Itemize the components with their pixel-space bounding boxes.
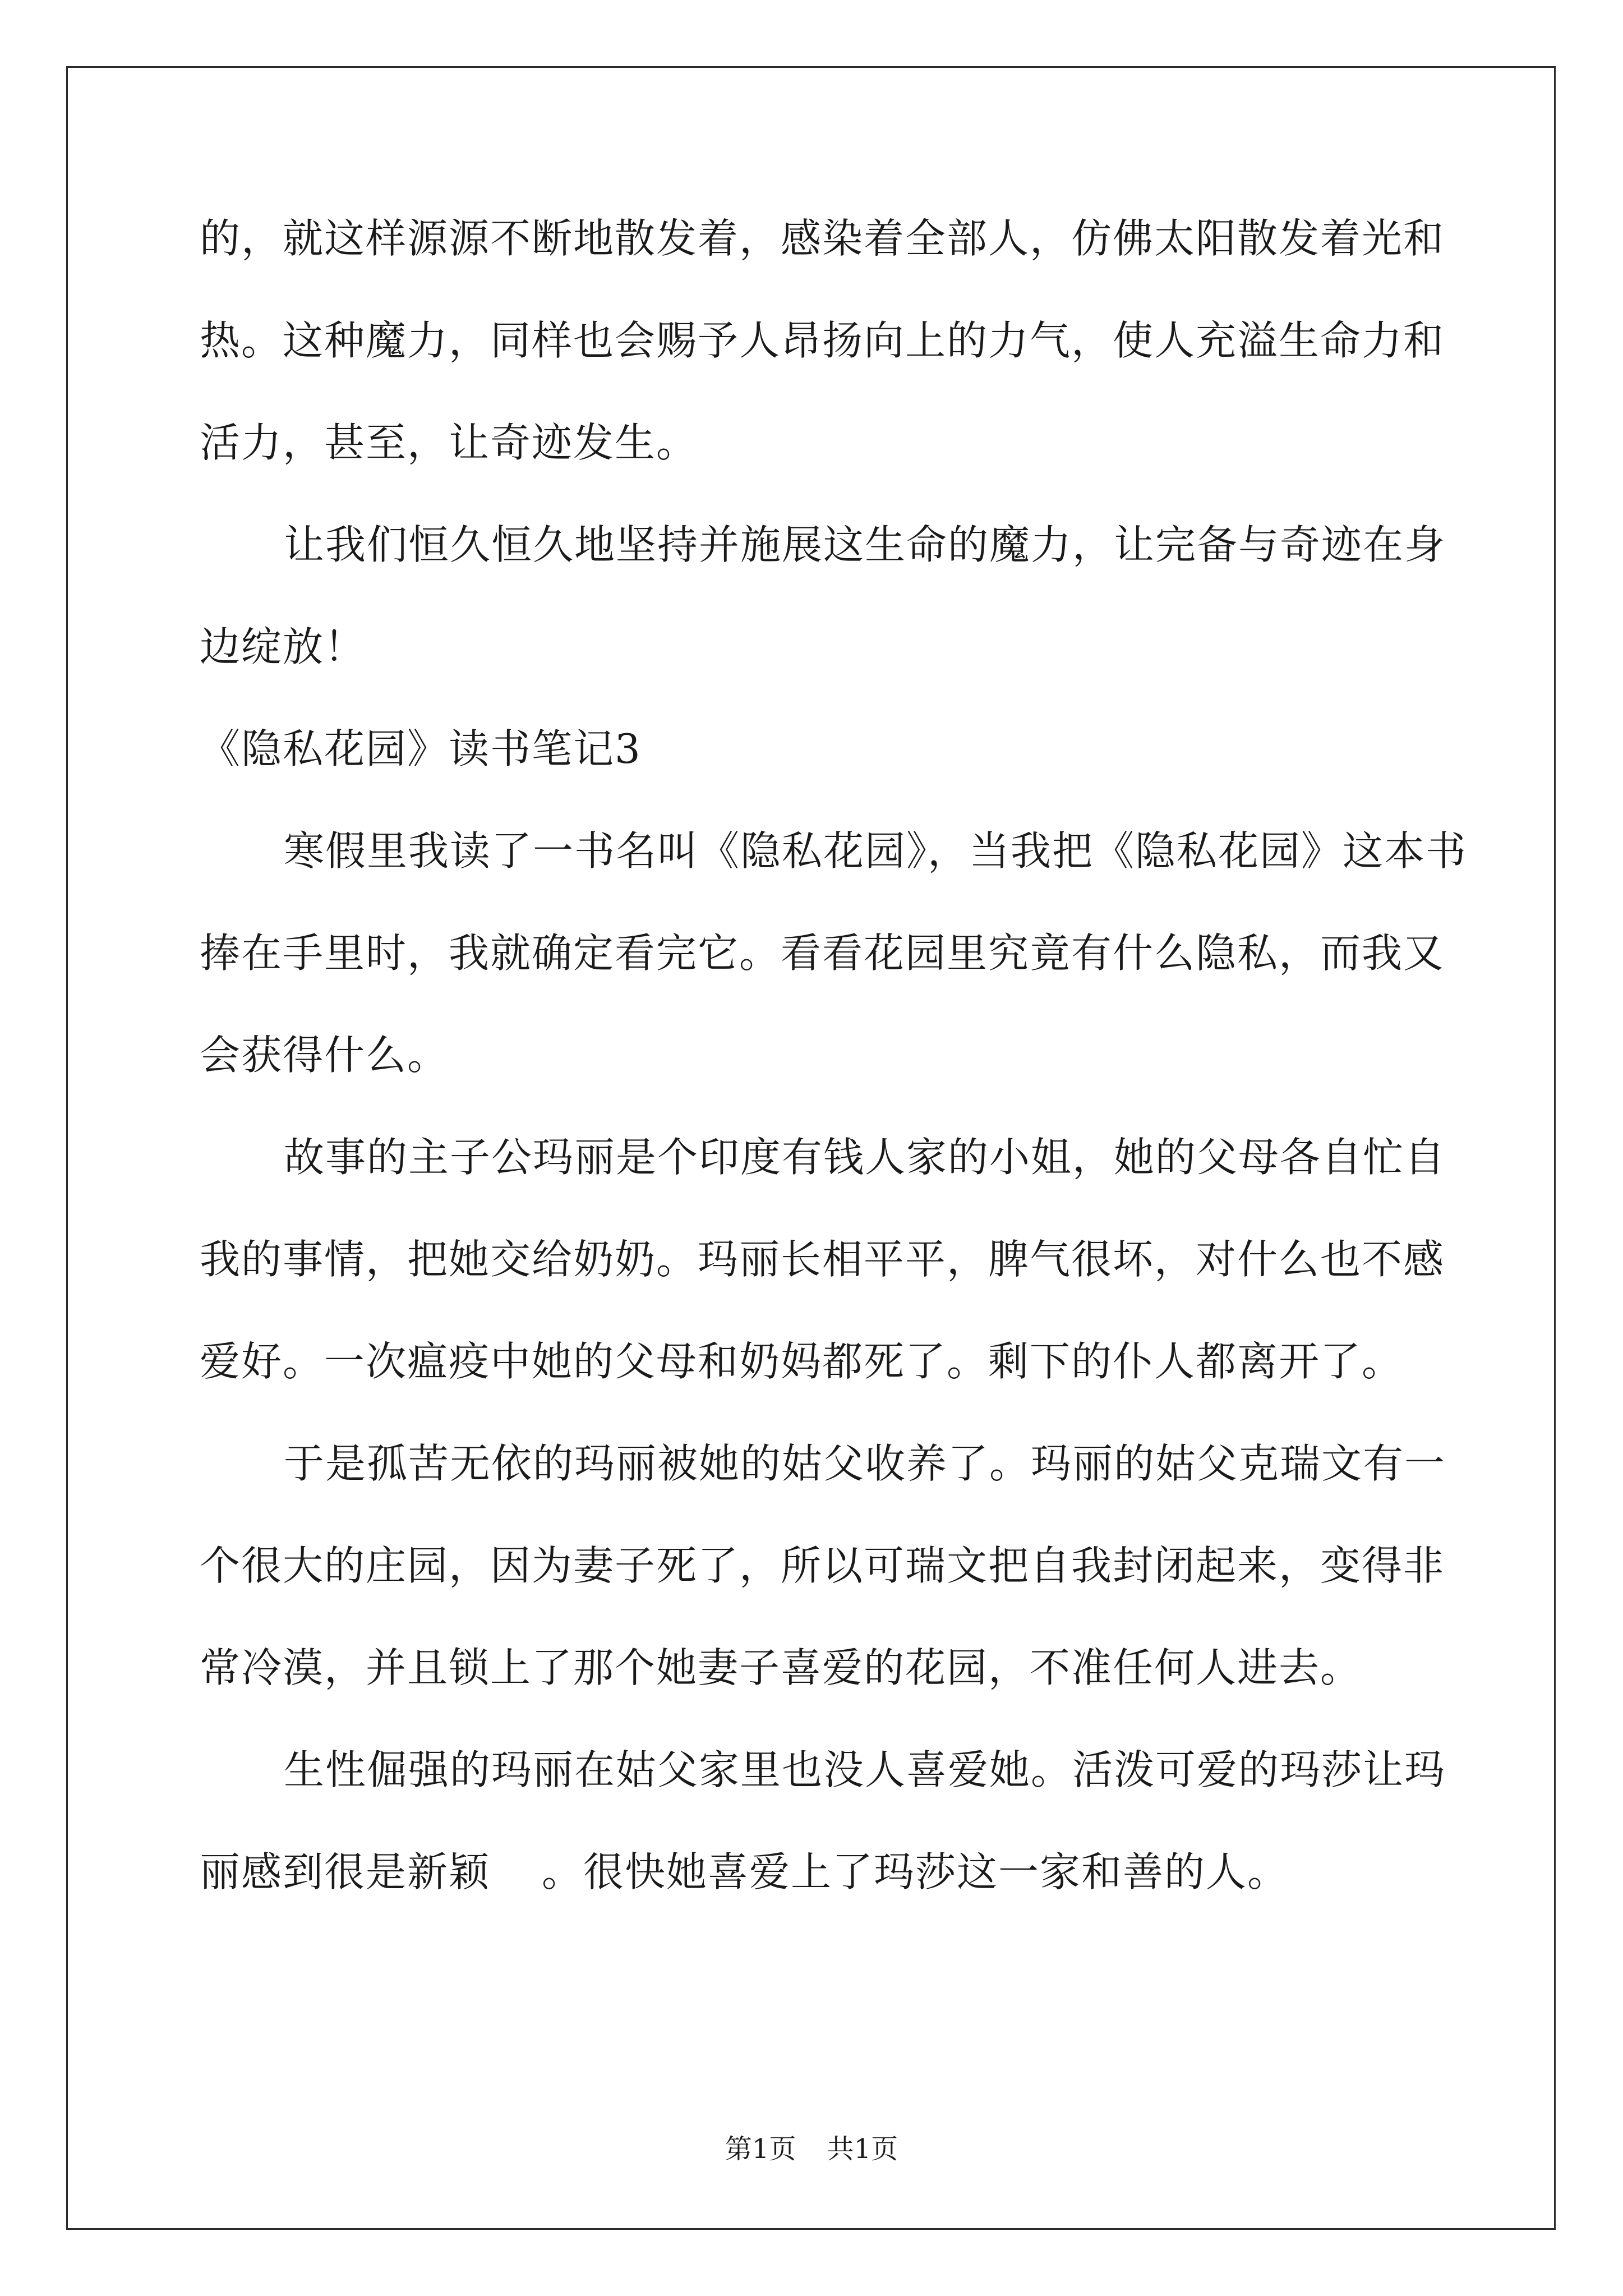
page-footer	[0, 2127, 1623, 2166]
text-line-9: 会获得什么。	[200, 1032, 449, 1079]
section-heading: 《隐私花园》读书笔记3	[200, 725, 642, 772]
text-line-3: 活力，甚至，让奇迹发生。	[200, 419, 698, 466]
page-number: 第1页	[725, 2133, 796, 2165]
text-line-16: 生性倔强的玛丽在姑父家里也没人喜爱她。活泼可爱的玛莎让玛	[284, 1746, 1446, 1793]
text-line-2: 热。这种魔力，同样也会赐予人昂扬向上的力气，使人充溢生命力和	[200, 317, 1445, 364]
text-line-10: 故事的主子公玛丽是个印度有钱人家的小姐，她的父母各自忙自	[284, 1134, 1446, 1181]
text-line-17	[200, 1841, 1430, 1943]
text-line-11: 我的事情，把她交给奶奶。玛丽长相平平，脾气很坏，对什么也不感	[200, 1236, 1445, 1283]
text-line-4: 让我们恒久恒久地坚持并施展这生命的魔力，让完备与奇迹在身	[284, 521, 1446, 568]
text-line-12: 爱好。一次瘟疫中她的父母和奶妈都死了。剩下的仆人都离开了。	[200, 1338, 1404, 1385]
document-body	[200, 208, 1468, 1943]
text-line-14: 个很大的庄园，因为妻子死了，所以可瑞文把自我封闭起来，变得非	[200, 1542, 1445, 1589]
text-line-1: 的，就这样源源不断地散发着，感染着全部人，仿佛太阳散发着光和	[200, 215, 1445, 262]
text-line-17-start: 丽感到很是新颖	[200, 1848, 491, 1895]
text-line-13: 于是孤苦无依的玛丽被她的姑父收养了。玛丽的姑父克瑞文有一	[284, 1440, 1446, 1487]
text-line-7: 寒假里我读了一书名叫《隐私花园》，当我把《隐私花园》这本书	[284, 827, 1468, 875]
text-line-5: 边绽放！	[200, 623, 366, 670]
page-total: 共1页	[827, 2133, 898, 2165]
text-line-8: 捧在手里时，我就确定看完它。看看花园里究竟有什么隐私，而我又	[200, 930, 1445, 977]
text-line-17-end: 。很快她喜爱上了玛莎这一家和善的人。	[542, 1848, 1289, 1895]
text-line-15: 常冷漠，并且锁上了那个她妻子喜爱的花园，不准任何人进去。	[200, 1644, 1362, 1691]
